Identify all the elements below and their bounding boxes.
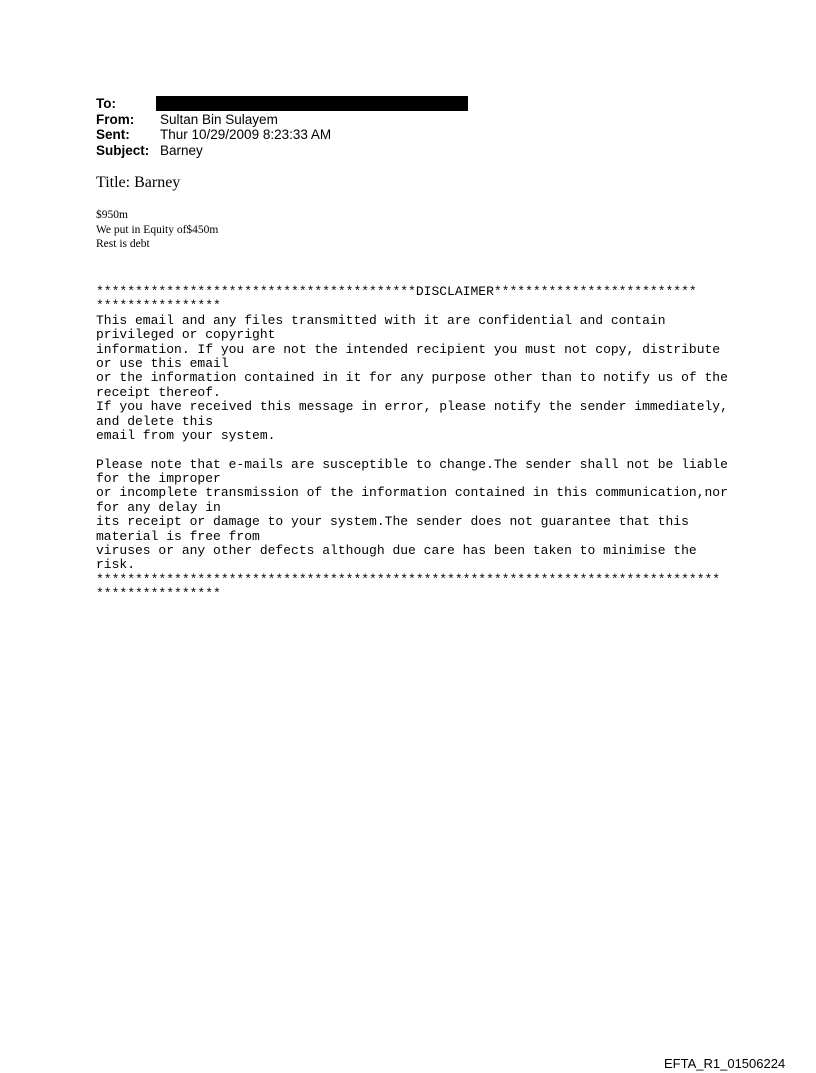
disclaimer-line: for any delay in xyxy=(96,499,221,515)
disclaimer-line: *****************************************DISCLAIMER************************** xyxy=(96,284,697,299)
disclaimer-line: receipt thereof. xyxy=(96,384,221,400)
message-line: Rest is debt xyxy=(96,238,150,250)
sent-value: Thur 10/29/2009 8:23:33 AM xyxy=(160,127,332,142)
subject-label: Subject: xyxy=(96,142,150,158)
disclaimer-line: ******************************************************************************** xyxy=(96,571,721,587)
message-line: $950m xyxy=(96,209,128,221)
message-title: Title: Barney xyxy=(96,174,181,191)
disclaimer-line: risk. xyxy=(96,557,136,573)
disclaimer-line: email from your system. xyxy=(96,427,276,443)
subject-value: Barney xyxy=(160,142,203,158)
disclaimer-line: **************** xyxy=(96,298,221,314)
disclaimer-line xyxy=(96,443,728,457)
disclaimer-line: If you have received this message in error, please notify the sender immediately, xyxy=(96,399,728,415)
subject-row xyxy=(96,143,331,159)
disclaimer-line: or the information contained in it for any purpose other than to notify us of the xyxy=(96,370,728,386)
disclaimer-line: material is free from xyxy=(96,528,260,544)
disclaimer-line: and delete this xyxy=(96,413,214,429)
disclaimer-line: information. If you are not the intended recipient you must not copy, distribute xyxy=(96,341,721,357)
disclaimer-line: privileged or copyright xyxy=(96,327,276,343)
disclaimer-line: Please note that e-mails are susceptible to change.The sender shall not be liable xyxy=(96,456,728,472)
disclaimer-line: for the improper xyxy=(96,471,221,487)
from-row xyxy=(96,112,331,128)
message-body xyxy=(96,208,218,252)
sent-label: Sent: xyxy=(96,127,130,142)
disclaimer-line: viruses or any other defects although due care has been taken to minimise the xyxy=(96,543,697,559)
disclaimer-line: This email and any files transmitted with it are confidential and contain xyxy=(96,312,666,328)
disclaimer-line: or use this email xyxy=(96,355,229,371)
disclaimer-line: its receipt or damage to your system.The sender does not guarantee that this xyxy=(96,514,689,530)
redaction-bar xyxy=(156,96,468,111)
document-id: EFTA_R1_01506224 xyxy=(664,1056,786,1071)
to-label: To: xyxy=(96,96,116,111)
disclaimer-line: **************** xyxy=(96,586,221,602)
disclaimer-line: or incomplete transmission of the information contained in this communication,nor xyxy=(96,485,728,501)
sent-row xyxy=(96,127,331,143)
message-line: We put in Equity of$450m xyxy=(96,223,219,236)
disclaimer-block xyxy=(96,285,728,602)
from-value: Sultan Bin Sulayem xyxy=(160,111,278,127)
from-label: From: xyxy=(96,111,135,127)
